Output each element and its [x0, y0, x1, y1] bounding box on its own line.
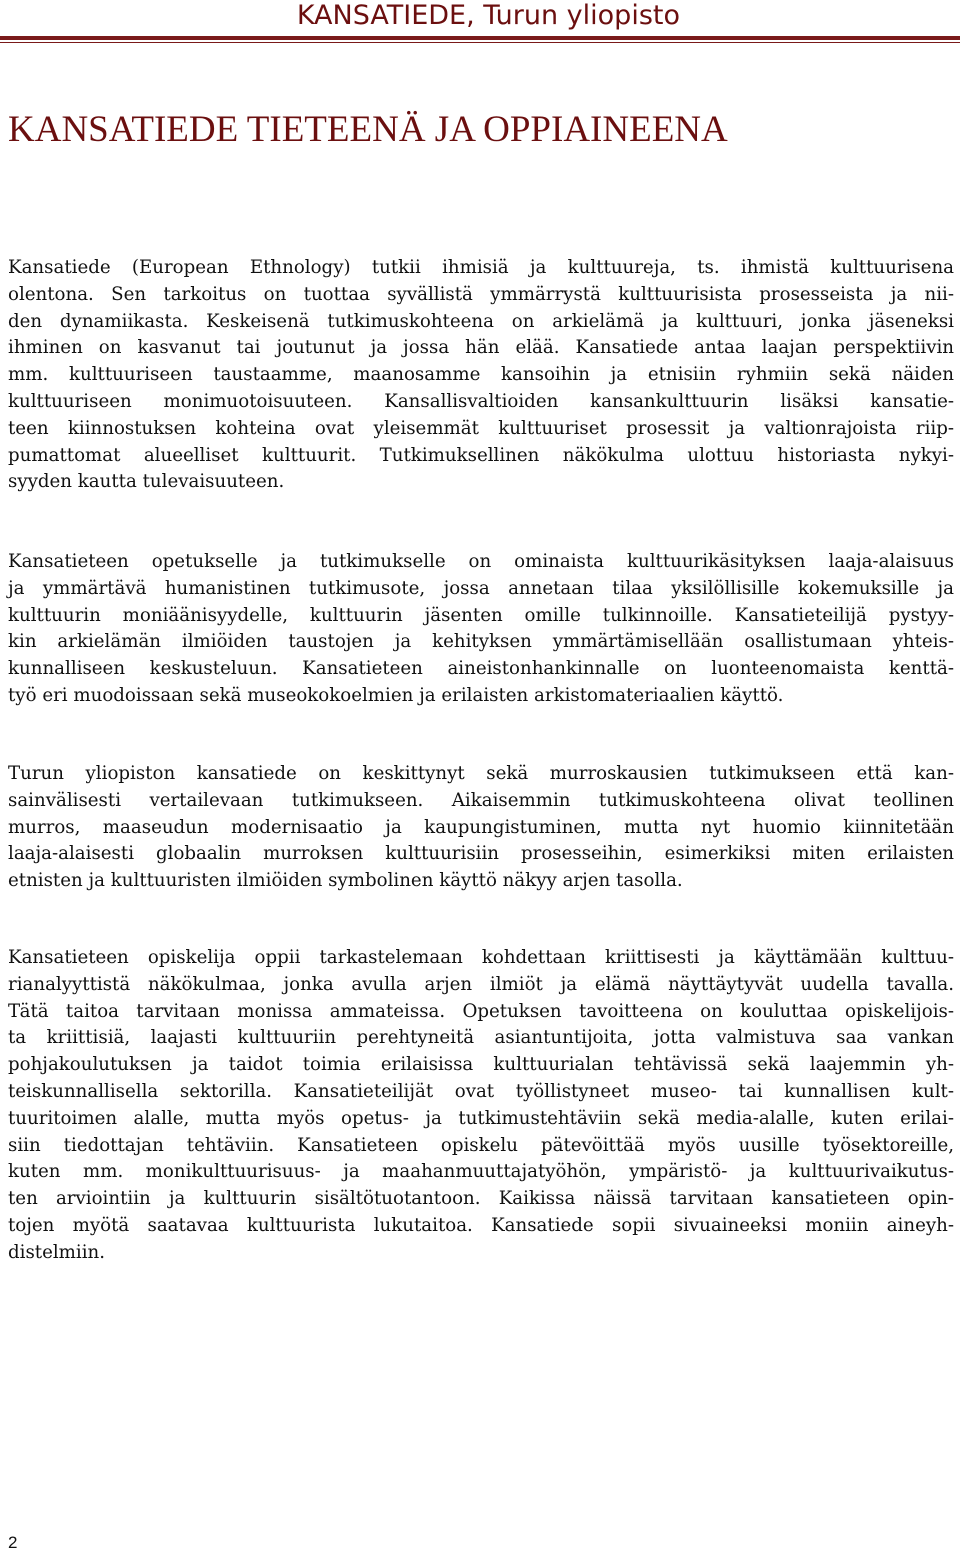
page-number: 2	[8, 1533, 18, 1552]
paragraph-line: ja ymmärtävä humanistinen tutkimusote, jossa annetaan tilaa yksilöllisille kokemuksille ja	[8, 577, 954, 599]
header-rule	[0, 36, 960, 40]
paragraph-line: olentona. Sen tarkoitus on tuottaa syvällistä ymmärrystä kulttuurisista prosesseista ja nii-	[8, 283, 954, 305]
paragraph-line: tojen myötä saatavaa kulttuurista lukutaitoa. Kansatiede sopii sivuaineeksi moniin aineyh-	[8, 1214, 954, 1236]
paragraph-line: työ eri muodoissaan sekä museokokoelmien ja erilaisten arkistomateriaalien käyttö.	[8, 684, 784, 706]
page-title: KANSATIEDE TIETEENÄ JA OPPIAINEENA	[8, 109, 728, 150]
paragraph-line: sainvälisesti vertailevaan tutkimukseen. Aikaisemmin tutkimuskohteena olivat teollinen	[8, 789, 954, 811]
running-header: KANSATIEDE, Turun yliopisto	[296, 0, 680, 31]
paragraph-line: Kansatieteen opiskelija oppii tarkastelemaan kohdettaan kriittisesti ja käyttämään kulttuu-	[8, 947, 954, 968]
paragraph-line: teen kiinnostuksen kohteina ovat yleisemmät kulttuuriset prosessit ja valtionrajoista riip-	[8, 417, 954, 439]
header-rule-thin	[0, 42, 960, 43]
paragraph-line: pohjakoulutuksen ja taidot toimia erilaisissa kulttuurialan tehtävissä sekä laajemmin yh-	[8, 1054, 954, 1076]
paragraph-intro	[8, 255, 954, 496]
paragraph-line: pumattomat alueelliset kulttuurit. Tutkimuksellinen näkökulma ulottuu historiasta nykyi-	[8, 444, 954, 466]
paragraph-line: tuuritoimen alalle, mutta myös opetus- ja tutkimustehtäviin sekä media-alalle, kuten erilai-	[8, 1107, 954, 1129]
paragraph-line: rianalyyttistä näkökulmaa, jonka avulla arjen ilmiöt ja elämä näyttäytyvät uudella tavalla.	[8, 973, 954, 995]
paragraph-line: Kansatieteen opetukselle ja tutkimukselle on ominaista kulttuurikäsityksen laaja-alaisuus	[8, 551, 954, 572]
paragraph-line: ten arviointiin ja kulttuurin sisältötuotantoon. Kaikissa näissä tarvitaan kansatieteen opin-	[8, 1188, 954, 1210]
paragraph-line: mm. kulttuuriseen taustaamme, maanosamme kansoihin ja etnisiin ryhmiin sekä näiden	[8, 364, 954, 386]
paragraph-line: kuten mm. monikulttuurisuus- ja maahanmuuttajatyöhön, ympäristö- ja kulttuurivaikutus-	[8, 1161, 954, 1183]
paragraph-line: kulttuurin moniäänisyydelle, kulttuurin jäsenten omille tulkinnoille. Kansatieteilijä pystyy-	[8, 604, 954, 626]
paragraph-line: Tätä taitoa tarvitaan monissa ammateissa. Opetuksen tavoitteena on kouluttaa opiskelijois-	[8, 1000, 954, 1022]
paragraph-line: kunnalliseen keskusteluun. Kansatieteen aineistonhankinnalle on luonteenomaista kenttä-	[8, 658, 954, 680]
paragraph-teaching	[8, 549, 954, 710]
paragraph-line: ihminen on kasvanut tai joutunut ja jossa hän elää. Kansatiede antaa laajan perspektiivin	[8, 337, 954, 359]
paragraph-line: Turun yliopiston kansatiede on keskittynyt sekä murroskausien tutkimukseen että kan-	[8, 763, 954, 784]
paragraph-line: syyden kautta tulevaisuuteen.	[8, 471, 285, 493]
paragraph-line: kin arkielämän ilmiöiden taustojen ja kehityksen ymmärtämisellään osallistumaan yhteis-	[8, 631, 954, 653]
paragraph-students	[8, 945, 954, 1267]
paragraph-line: murros, maaseudun modernisaatio ja kaupungistuminen, mutta nyt huomio kiinnitetään	[8, 816, 954, 838]
paragraph-line: siin tiedottajan tehtäviin. Kansatieteen opiskelu pätevöittää myös uusille työsektoreille,	[8, 1134, 954, 1156]
paragraph-line: etnisten ja kulttuuristen ilmiöiden symbolinen käyttö näkyy arjen tasolla.	[8, 870, 683, 892]
paragraph-line: distelmiin.	[8, 1241, 106, 1263]
paragraph-line: Kansatiede (European Ethnology) tutkii ihmisiä ja kulttuureja, ts. ihmistä kulttuurisena	[8, 257, 954, 278]
paragraph-line: laaja-alaisesti globaalin murroksen kulttuurisiin prosesseihin, esimerkiksi miten erilaisten	[8, 843, 954, 865]
paragraph-line: den dynamiikasta. Keskeisenä tutkimuskohteena on arkielämä ja kulttuuri, jonka jäseneksi	[8, 310, 954, 332]
paragraph-line: kulttuuriseen monimuotoisuuteen. Kansallisvaltioiden kansankulttuurin lisäksi kansatie-	[8, 390, 954, 412]
paragraph-research	[8, 761, 954, 895]
paragraph-line: teiskunnallisella sektorilla. Kansatieteilijät ovat työllistyneet museo- tai kunnallisen kult-	[8, 1080, 954, 1102]
paragraph-line: ta kriittisiä, laajasti kulttuuriin perehtyneitä asiantuntijoita, jotta valmistuva saa vankan	[8, 1027, 954, 1049]
